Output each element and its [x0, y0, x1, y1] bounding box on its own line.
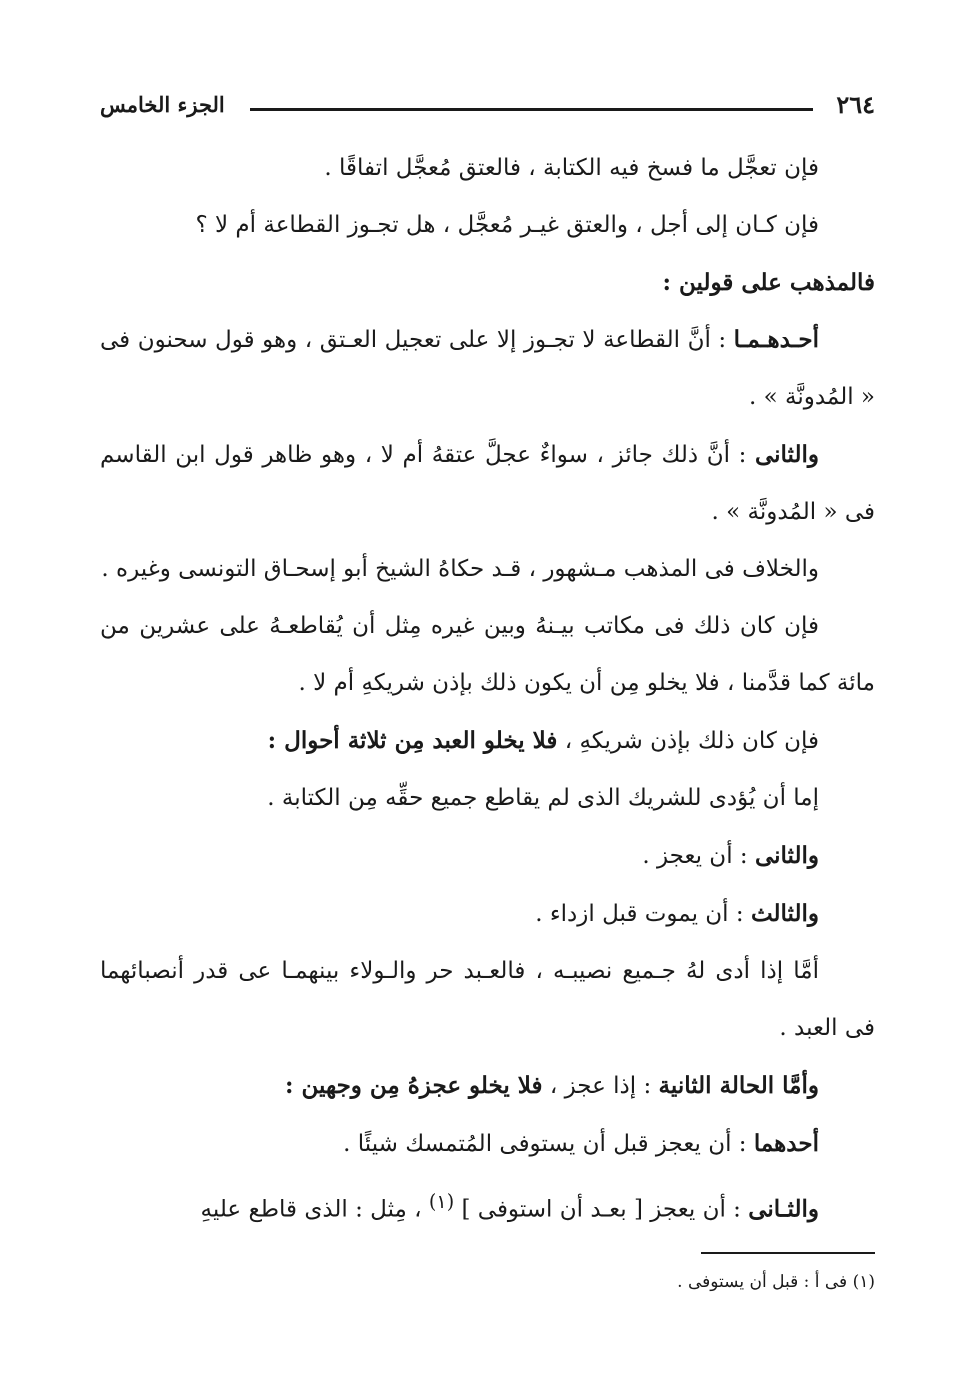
paragraph-text: : أن يعجز .: [642, 843, 748, 869]
paragraph-lead: أحـدهـمـا: [733, 326, 819, 353]
footnote: (١) فى أ : قبل أن يستوفى .: [677, 1272, 875, 1292]
paragraph: [100, 885, 875, 943]
footnote-ref: (١): [428, 1190, 455, 1213]
section-heading: فالمذهب على قولين :: [662, 269, 875, 296]
page-header: [100, 84, 875, 128]
paragraph: فإن تعجَّل ما فسخ فيه الكتابة ، فالعتق مُعجَّل اتفاقًا .: [324, 155, 819, 181]
paragraph: فإن كان ذلك فى مكاتب بيـنهُ وبين غيره مِثل أن يُقاطعـهُ على عشرين من مائة كما قدَّمنا ، فلا يخلو مِن أن يكون ذلك بإذن شريكهِ أم لا .: [100, 613, 875, 696]
paragraph: [100, 712, 875, 770]
page-number: ٢٦٤: [836, 90, 875, 119]
paragraph-lead: والثـانى: [748, 1195, 819, 1223]
paragraph-text: : إذا عجز ،: [549, 1073, 652, 1099]
paragraph-lead: والثانى: [754, 441, 819, 468]
paragraph: [100, 1173, 875, 1239]
footnote-rule: [701, 1252, 875, 1254]
paragraph: والخلاف فى المذهب مـشهور ، قـد حكاهُ الشيخ أبو إسحـاق التونسى وغيره .: [101, 556, 819, 582]
paragraph-text: : أن يعجز قبل أن يستوفى المُتمسك شيئًا .: [343, 1131, 747, 1157]
paragraph: [100, 1057, 875, 1115]
paragraph-text: : أن يموت قبل ازداء .: [535, 901, 744, 927]
paragraph-lead: أحدهما: [753, 1130, 819, 1157]
paragraph-text: ، مِثل : الذى قاطع عليهِ: [200, 1196, 422, 1223]
paragraph-lead: وأمَّا الحالة الثانية: [658, 1072, 819, 1099]
paragraph: [100, 827, 875, 885]
paragraph-lead: والثالث: [750, 900, 819, 927]
paragraph-bold: فلا يخلو العبد مِن ثلاثة أحوال :: [267, 727, 558, 754]
paragraph-text: : أن يعجز [ بعـد أن استوفى ]: [461, 1196, 741, 1223]
paragraph: أمَّا إذا أدى لهُ جـميع نصيبـه ، فالعـبد حر والـولاء بينهمـا عى قدر أنصبائهما فى العبد .: [100, 958, 875, 1041]
paragraph-text: : أنَّ القطاعة لا تجـوز إلا على تعجيل العـتق ، وهو قول سحنون فى « المُدونَّة » .: [100, 327, 875, 410]
paragraph: إما أن يُؤدى للشريك الذى لم يقاطع جميع حقِّه مِن الكتابة .: [267, 785, 819, 811]
paragraph-text: : أنَّ ذلك جائز ، سواءٌ عجلَّ عتقهُ أم لا ، وهو ظاهر قول ابن القاسم فى « المُدونَّة » .: [100, 442, 875, 525]
paragraph-text: فإن كان ذلك بإذن شريكهِ ،: [564, 728, 819, 754]
paragraph: [100, 311, 875, 426]
paragraph: [100, 426, 875, 541]
paragraph-lead: والثانى: [754, 842, 819, 869]
running-title: الجزء الخامس: [100, 92, 225, 117]
paragraph: [100, 1115, 875, 1173]
header-rule: [250, 108, 813, 111]
paragraph: فإن كـان إلى أجل ، والعتق غيـر مُعجَّل ، هل تجـوز القطاعة أم لا ؟: [195, 212, 819, 238]
paragraph-bold: فلا يخلو عجزهُ مِن وجهين :: [285, 1072, 543, 1099]
main-text: [100, 140, 875, 1239]
